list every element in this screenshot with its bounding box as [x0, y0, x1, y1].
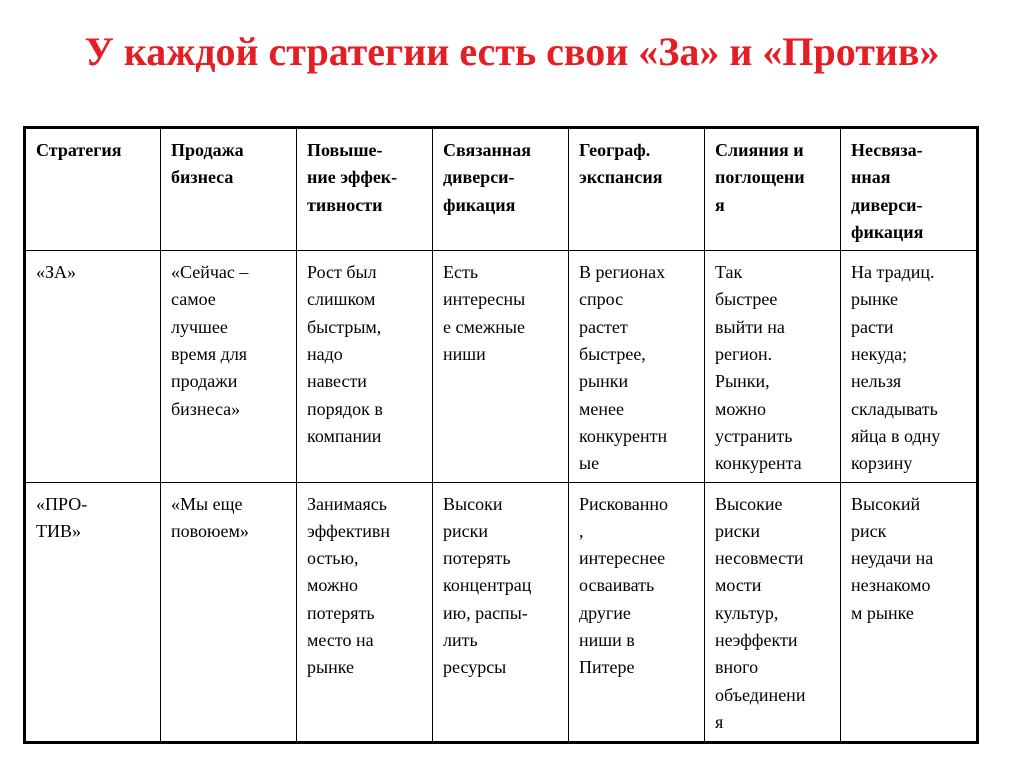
- table-cell: На традиц. рынке расти некуда; нельзя складывать яйца в одну корзину: [841, 251, 978, 482]
- slide-title: У каждой стратегии есть свои «За» и «Против»: [84, 29, 940, 74]
- table-header-row: [25, 128, 978, 251]
- table-row-pros: [25, 251, 978, 482]
- header-cell: Продажа бизнеса: [161, 128, 297, 251]
- header-cell: Слияния и поглощени я: [705, 128, 841, 251]
- table-row-cons: [25, 482, 978, 742]
- header-cell: Повыше- ние эффек- тивности: [297, 128, 433, 251]
- table-cell: Высокий риск неудачи на незнакомо м рынке: [841, 482, 978, 742]
- table-cell: Рост был слишком быстрым, надо навести порядок в компании: [297, 251, 433, 482]
- table-cell: Высокие риски несовмести мости культур, неэффекти вного объединени я: [705, 482, 841, 742]
- table-cell: Есть интересны е смежные ниши: [433, 251, 569, 482]
- table-cell: Так быстрее выйти на регион. Рынки, можно устранить конкурента: [705, 251, 841, 482]
- header-cell: Географ. экспансия: [569, 128, 705, 251]
- table-cell: «Сейчас – самое лучшее время для продажи бизнеса»: [161, 251, 297, 482]
- table-cell: Занимаясь эффективн остью, можно потерять место на рынке: [297, 482, 433, 742]
- header-cell: Связанная диверси- фикация: [433, 128, 569, 251]
- table-cell: В регионах спрос растет быстрее, рынки менее конкурентн ые: [569, 251, 705, 482]
- table-cell: «ЗА»: [25, 251, 161, 482]
- header-cell: Стратегия: [25, 128, 161, 251]
- table-cell: «Мы еще повоюем»: [161, 482, 297, 742]
- table-cell: «ПРО- ТИВ»: [25, 482, 161, 742]
- strategy-pros-cons-table: [23, 126, 979, 744]
- header-cell: Несвяза- нная диверси- фикация: [841, 128, 978, 251]
- table-cell: Рискованно , интереснее осваивать другие ниши в Питере: [569, 482, 705, 742]
- table-cell: Высоки риски потерять концентрац ию, распы- лить ресурсы: [433, 482, 569, 742]
